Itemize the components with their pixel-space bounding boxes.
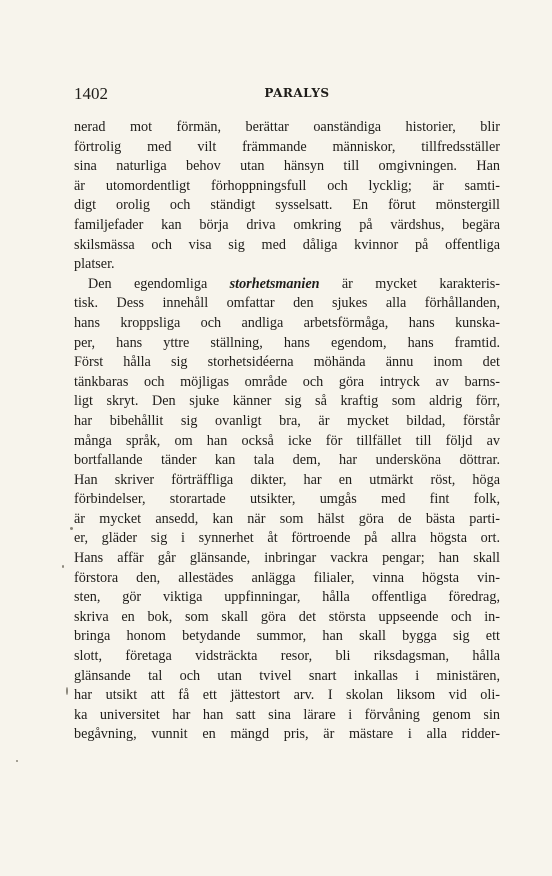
page-title: PARALYS xyxy=(264,86,330,100)
text-line: ka universitet har han satt sina lärare i förvåning genom sin xyxy=(74,706,500,723)
text-line: sten, gör viktiga uppfinningar, hålla offentliga föredrag, xyxy=(74,589,500,606)
text-line: tisk. Dess innehåll omfattar den sjukes alla förhållanden, xyxy=(74,295,500,312)
text-line: Först hålla sig storhetsidéerna möhända ännu inom det xyxy=(74,354,500,371)
text-line: bringa honom betydande summor, han skall bygga sig ett xyxy=(74,628,500,645)
text-line: många språk, om han också icke för tillfället till följd av xyxy=(74,432,500,449)
text-line: platser. xyxy=(74,256,115,273)
emphasized-term: storhetsmanien xyxy=(229,275,320,292)
text-line-emphasis xyxy=(74,275,500,295)
line-start: Den egendomliga xyxy=(88,275,208,292)
text-line: hans kroppsliga och andliga arbetsförmåga, hans kunska- xyxy=(74,314,500,331)
text-line: har utsikt att få ett jättestort arv. I skolan liksom vid oli- xyxy=(74,687,500,704)
text-line: er, gläder sig i synnerhet åt förtroende på allra högsta ort. xyxy=(74,530,500,547)
body-text xyxy=(74,118,500,745)
print-speck xyxy=(66,687,68,695)
text-line: Han skriver förträffliga dikter, har en utmärkt röst, höga xyxy=(74,471,500,488)
text-line: glänsande tal och utan tvivel snart inkallas i ministären, xyxy=(74,667,500,684)
text-line: tänkbaras och möjligas område och göra intryck av barns- xyxy=(74,373,500,390)
text-line: per, hans yttre ställning, hans egendom, hans framtid. xyxy=(74,334,500,351)
text-line: förtrolig med vilt främmande människor, tillfredsställer xyxy=(74,138,500,155)
text-line: förbindelser, storartade utsikter, umgås med fint folk, xyxy=(74,491,500,508)
text-line: har bibehållit sig ovanligt bra, är mycket bildad, förstår xyxy=(74,412,500,429)
running-head xyxy=(74,84,500,104)
text-line: ligt skryt. Den sjuke känner sig så kraftig som aldrig förr, xyxy=(74,393,500,410)
print-speck xyxy=(16,760,18,762)
text-line: digt orolig och ständigt sysselsatt. En förut mönstergill xyxy=(74,197,500,214)
text-line: slott, företaga vidsträckta resor, bli riksdagsman, hålla xyxy=(74,648,500,665)
text-line: begåvning, vunnit en mängd pris, är mästare i alla ridder- xyxy=(74,726,500,743)
text-line: är mycket ansedd, kan när som hälst göra de bästa parti- xyxy=(74,510,500,527)
text-line: förstora den, allestädes anlägga filialer, vinna högsta vin- xyxy=(74,569,500,586)
text-line: bortfallande tänder kan tala dem, har undersköna döttrar. xyxy=(74,452,500,469)
text-line: skriva en bok, som skall göra det största uppseende och in- xyxy=(74,608,500,625)
text-line: Hans affär går glänsande, inbringar vackra pengar; han skall xyxy=(74,550,500,567)
text-line: nerad mot förmän, berättar oanständiga historier, blir xyxy=(74,119,500,135)
text-line: skilsmässa och visa sig med dåliga kvinnor på offentliga xyxy=(74,236,500,253)
text-line: sina naturliga behov utan hänsyn till omgivningen. Han xyxy=(74,158,500,175)
text-line: familjefader kan börja driva omkring på värdshus, begära xyxy=(74,216,500,233)
print-speck xyxy=(70,527,73,530)
text-line: är utomordentligt förhoppningsfull och lycklig; är samti- xyxy=(74,177,500,194)
print-speck xyxy=(62,565,64,568)
page-number: 1402 xyxy=(74,84,108,103)
line-end: är mycket karakteris- xyxy=(341,275,501,292)
